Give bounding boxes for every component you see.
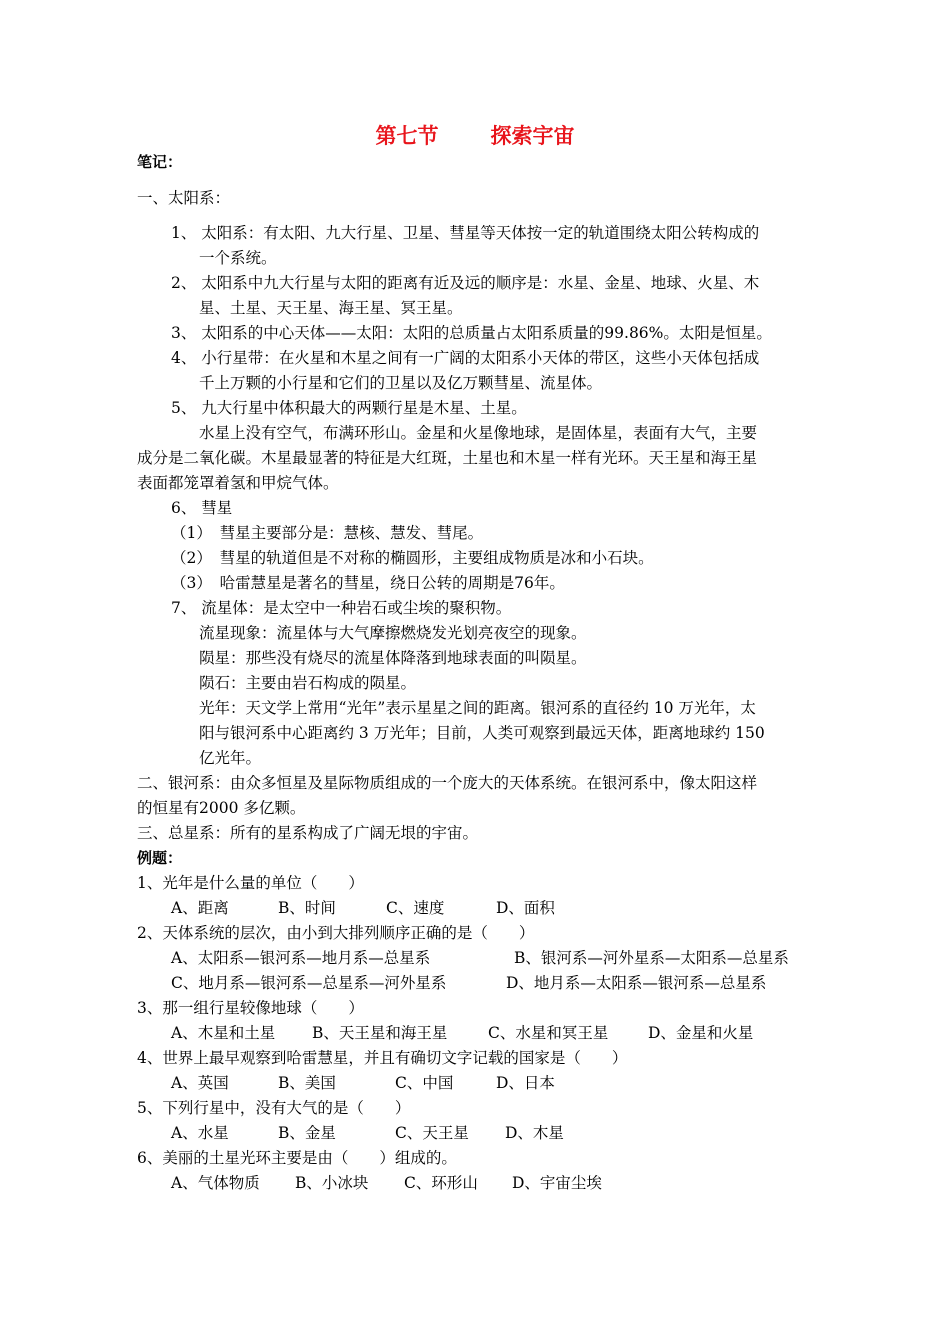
question-4-option-b: B、美国 (278, 1074, 336, 1092)
question-2: 2、天体系统的层次，由小到大排列顺序正确的是（ ） (137, 924, 535, 942)
question-1-option-b: B、时间 (278, 899, 336, 917)
question-1-option-d: D、面积 (496, 899, 555, 917)
light-year-line3: 亿光年。 (199, 749, 262, 767)
question-3-option-b: B、天王星和海王星 (312, 1024, 448, 1042)
meteor-phenomenon: 流星现象：流星体与大气摩擦燃烧发光划亮夜空的现象。 (199, 624, 587, 642)
question-3-option-c: C、水星和冥王星 (488, 1024, 609, 1042)
comet-point-2: （2） 彗星的轨道但是不对称的椭圆形，主要组成物质是冰和小石块。 (171, 549, 654, 567)
light-year-line1: 光年：天文学上常用“光年”表示星星之间的距离。银河系的直径约 10 万光年，太 (199, 699, 756, 717)
question-2-option-d: D、地月系—太阳系—银河系—总星系 (506, 974, 767, 992)
question-1-option-a: A、距离 (171, 899, 229, 917)
question-6: 6、美丽的土星光环主要是由（ ）组成的。 (137, 1149, 457, 1167)
note-item-2-line2: 星、土星、天王星、海王星、冥王星。 (199, 299, 463, 317)
question-5-option-b: B、金星 (278, 1124, 336, 1142)
question-1: 1、光年是什么量的单位（ ） (137, 874, 364, 892)
question-4-option-c: C、中国 (395, 1074, 454, 1092)
stony-meteorite-definition: 陨石：主要由岩石构成的陨星。 (199, 674, 417, 692)
question-5-option-a: A、水星 (171, 1124, 229, 1142)
question-4: 4、世界上最早观察到哈雷慧星，并且有确切文字记载的国家是（ ） (137, 1049, 628, 1067)
question-5: 5、下列行星中，没有大气的是（ ） (137, 1099, 411, 1117)
note-item-1-line1: 1、 太阳系：有太阳、九大行星、卫星、彗星等天体按一定的轨道围绕太阳公转构成的 (171, 224, 760, 242)
meteorite-definition: 陨星：那些没有烧尽的流星体降落到地球表面的叫陨星。 (199, 649, 587, 667)
comet-point-3: （3） 哈雷慧星是著名的彗星，绕日公转的周期是76年。 (171, 574, 565, 592)
question-3-option-d: D、金星和火星 (648, 1024, 754, 1042)
section-universe: 三、总星系：所有的星系构成了广阔无垠的宇宙。 (137, 824, 479, 842)
note-item-1-line2: 一个系统。 (199, 249, 277, 267)
notes-heading: 笔记： (137, 153, 183, 171)
question-2-option-c: C、地月系—银河系—总星系—河外星系 (171, 974, 447, 992)
question-4-option-d: D、日本 (496, 1074, 555, 1092)
question-4-option-a: A、英国 (171, 1074, 229, 1092)
note-item-3: 3、 太阳系的中心天体——太阳：太阳的总质量占太阳系质量的99.86%。太阳是恒星。 (171, 324, 772, 342)
note-item-6: 6、 彗星 (171, 499, 233, 517)
section-milky-way-line2: 的恒星有2000 多亿颗。 (137, 799, 306, 817)
planet-paragraph-line3: 表面都笼罩着氢和甲烷气体。 (137, 474, 339, 492)
section-milky-way-line1: 二、银河系：由众多恒星及星际物质组成的一个庞大的天体系统。在银河系中，像太阳这样 (137, 774, 758, 792)
title-topic: 探索宇宙 (490, 124, 575, 148)
question-3: 3、那一组行星较像地球（ ） (137, 999, 364, 1017)
page-title (0, 120, 950, 150)
question-5-option-c: C、天王星 (395, 1124, 469, 1142)
note-item-5: 5、 九大行星中体积最大的两颗行星是木星、土星。 (171, 399, 527, 417)
question-5-option-d: D、木星 (505, 1124, 564, 1142)
question-6-option-c: C、环形山 (404, 1174, 478, 1192)
note-item-4-line2: 千上万颗的小行星和它们的卫星以及亿万颗彗星、流星体。 (199, 374, 603, 392)
planet-paragraph-line1: 水星上没有空气，布满环形山。金星和火星像地球，是固体星，表面有大气，主要 (199, 424, 758, 442)
question-2-option-b: B、银河系—河外星系—太阳系—总星系 (514, 949, 789, 967)
question-6-option-d: D、宇宙尘埃 (512, 1174, 602, 1192)
planet-paragraph-line2: 成分是二氧化碳。木星最显著的特征是大红斑，土星也和木星一样有光环。天王星和海王星 (137, 449, 758, 467)
title-section-number: 第七节 (375, 124, 439, 148)
comet-point-1: （1） 彗星主要部分是：慧核、慧发、彗尾。 (171, 524, 484, 542)
examples-heading: 例题： (137, 849, 183, 867)
note-item-7: 7、 流星体：是太空中一种岩石或尘埃的聚积物。 (171, 599, 512, 617)
question-2-option-a: A、太阳系—银河系—地月系—总星系 (171, 949, 431, 967)
question-3-option-a: A、木星和土星 (171, 1024, 276, 1042)
question-6-option-a: A、气体物质 (171, 1174, 260, 1192)
section-solar-system-heading: 一、太阳系： (137, 189, 231, 207)
note-item-2-line1: 2、 太阳系中九大行星与太阳的距离有近及远的顺序是：水星、金星、地球、火星、木 (171, 274, 760, 292)
question-6-option-b: B、小冰块 (295, 1174, 369, 1192)
light-year-line2: 阳与银河系中心距离约 3 万光年；目前，人类可观察到最远天体，距离地球约 150 (199, 724, 765, 742)
note-item-4-line1: 4、 小行星带：在火星和木星之间有一广阔的太阳系小天体的带区，这些小天体包括成 (171, 349, 760, 367)
question-1-option-c: C、速度 (386, 899, 445, 917)
